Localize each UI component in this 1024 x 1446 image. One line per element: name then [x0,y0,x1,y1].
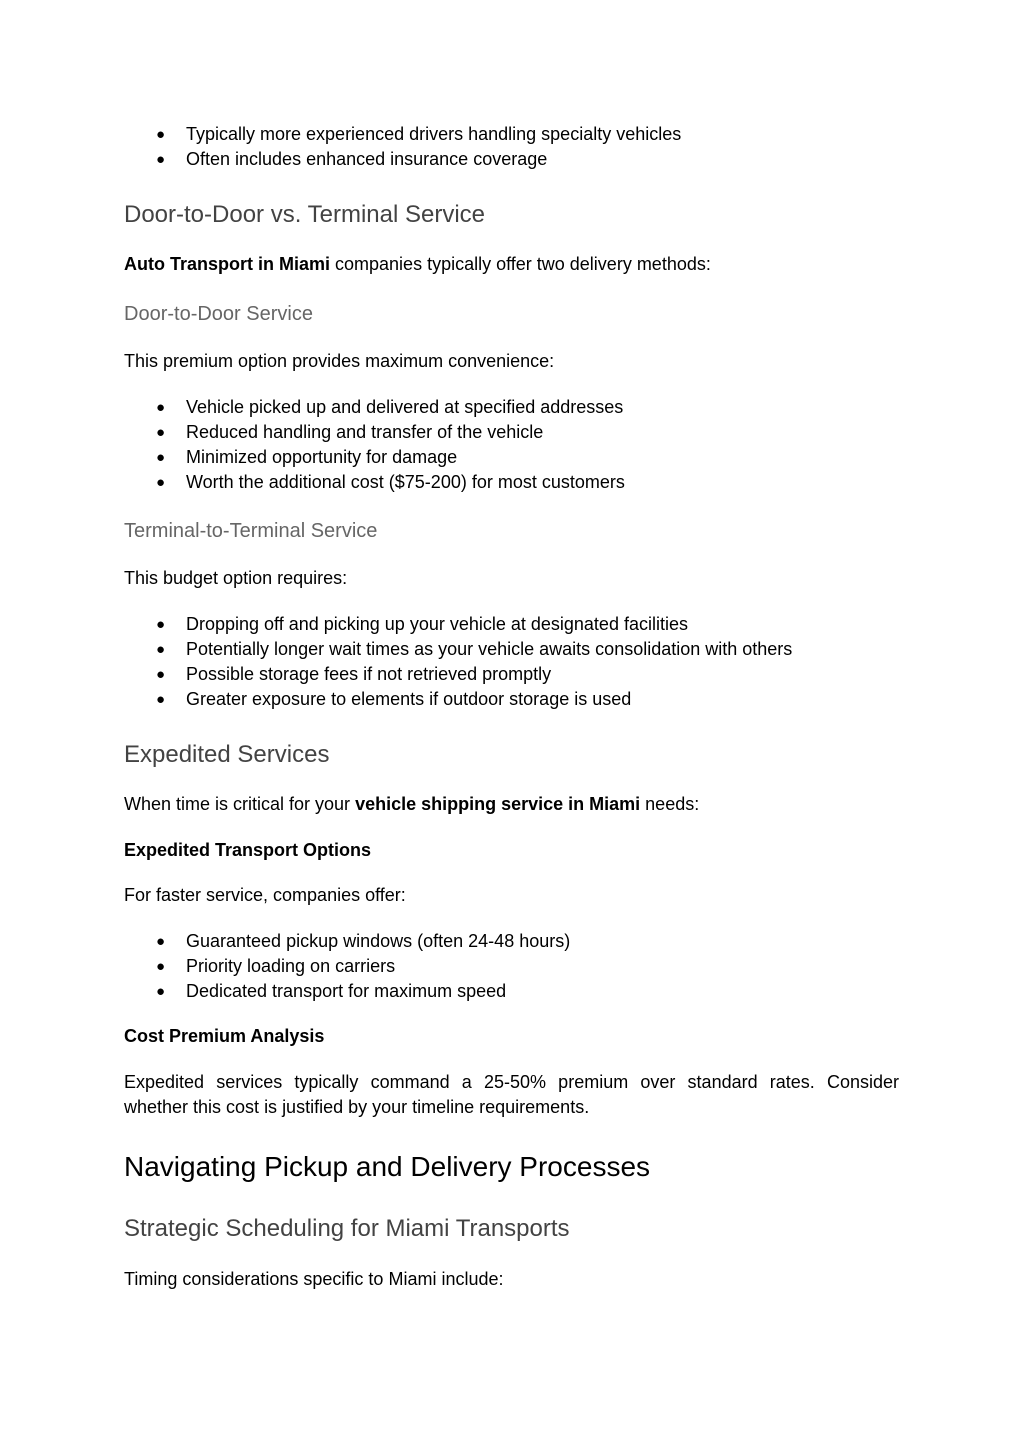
heading-terminal-to-terminal: Terminal-to-Terminal Service [124,520,378,542]
list-item: ● Minimized opportunity for damage [124,445,625,470]
heading-expedited-options: Expedited Transport Options [124,840,372,860]
list-item: ● Priority loading on carriers [124,954,570,979]
bullet-icon: ● [156,399,166,416]
bullet-icon: ● [156,641,166,658]
list-item: ● Vehicle picked up and delivered at specified addresses [124,395,625,420]
bullet-icon: ● [156,958,166,975]
expedited-intro: When time is critical for your vehicle shipping service in Miami needs: [124,794,700,814]
heading-strategic-scheduling: Strategic Scheduling for Miami Transports [124,1215,570,1242]
bullet-icon: ● [156,616,166,633]
expedited-bullet-list [124,929,570,1004]
heading-cost-premium: Cost Premium Analysis [124,1026,325,1046]
list-item: ● Often includes enhanced insurance coverage [124,147,681,172]
heading-door-to-door: Door-to-Door Service [124,303,313,325]
list-item: ● Greater exposure to elements if outdoor storage is used [124,687,792,712]
list-item: ● Possible storage fees if not retrieved promptly [124,662,792,687]
list-item: ● Potentially longer wait times as your vehicle awaits consolidation with others [124,637,792,662]
list-item: ● Worth the additional cost ($75-200) for most customers [124,470,625,495]
door-to-door-intro: This premium option provides maximum convenience: [124,351,555,371]
list-item: ● Guaranteed pickup windows (often 24-48 hours) [124,929,570,954]
list-item: ● Reduced handling and transfer of the vehicle [124,420,625,445]
cost-premium-paragraph: Expedited services typically command a 25-50% premium over standard rates. Consider whether this cost is justified by your timeline requirements. [124,1072,899,1117]
specialty-bullet-list [124,122,681,172]
bullet-icon: ● [156,691,166,708]
bullet-icon: ● [156,474,166,491]
bullet-icon: ● [156,666,166,683]
bullet-icon: ● [156,933,166,950]
list-item: ● Dropping off and picking up your vehicle at designated facilities [124,612,792,637]
bullet-icon: ● [156,983,166,1000]
bullet-icon: ● [156,424,166,441]
heading-door-vs-terminal: Door-to-Door vs. Terminal Service [124,201,485,228]
heading-expedited-services: Expedited Services [124,741,330,768]
terminal-intro: This budget option requires: [124,568,348,588]
list-item: ● Typically more experienced drivers handling specialty vehicles [124,122,681,147]
bullet-icon: ● [156,151,166,168]
bullet-icon: ● [156,126,166,143]
door-vs-terminal-intro: Auto Transport in Miami companies typically offer two delivery methods: [124,254,711,274]
heading-navigating: Navigating Pickup and Delivery Processes [124,1151,651,1182]
door-to-door-bullet-list [124,395,625,495]
bullet-icon: ● [156,449,166,466]
terminal-bullet-list [124,612,792,712]
expedited-options-intro: For faster service, companies offer: [124,885,406,905]
list-item: ● Dedicated transport for maximum speed [124,979,570,1004]
scheduling-intro: Timing considerations specific to Miami include: [124,1269,504,1289]
